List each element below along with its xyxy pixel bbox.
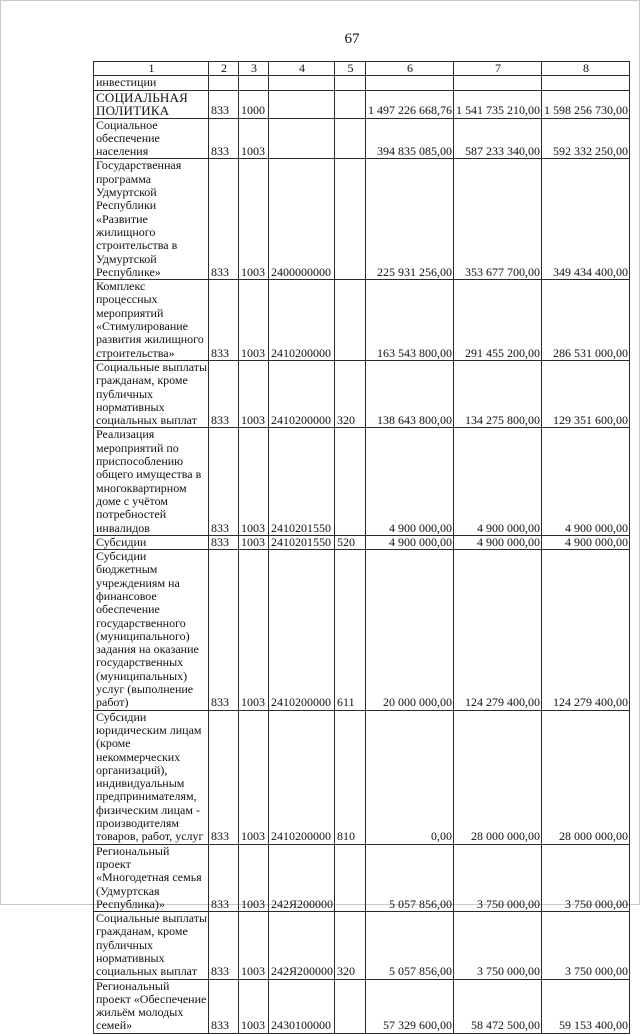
row-name: инвестиции [94,76,209,90]
cell-amount-7: 4 900 000,00 [454,428,542,535]
cell-target-code [269,90,335,118]
cell-admin-code: 833 [209,280,239,361]
cell-amount-8: 4 900 000,00 [542,428,630,535]
cell-amount-7: 1 541 735 210,00 [454,90,542,118]
cell-admin-code: 833 [209,550,239,711]
header-col-8: 8 [542,62,630,76]
cell-target-code [269,76,335,90]
row-name: Региональный проект «Обеспечение жильём молодых семей» [94,979,209,1033]
cell-amount-7: 28 000 000,00 [454,710,542,844]
cell-amount-8: 592 332 250,00 [542,118,630,159]
table-row [94,979,630,1033]
cell-admin-code: 833 [209,844,239,911]
cell-amount-8: 286 531 000,00 [542,280,630,361]
cell-target-code: 2410200000 [269,710,335,844]
cell-admin-code: 833 [209,710,239,844]
cell-expense-type [335,76,366,90]
budget-table [93,61,630,1034]
header-col-6: 6 [366,62,454,76]
cell-admin-code: 833 [209,428,239,535]
row-name: Субсидии бюджетным учреждениям на финансовое обеспечение государственного (муниципального) задания на оказание государственных (муниципальных) услуг (выполнение работ) [94,550,209,711]
cell-admin-code [209,76,239,90]
cell-target-code: 2410200000 [269,360,335,427]
cell-amount-6: 57 329 600,00 [366,979,454,1033]
cell-amount-6: 394 835 085,00 [366,118,454,159]
cell-amount-6: 163 543 800,00 [366,280,454,361]
cell-amount-8: 124 279 400,00 [542,550,630,711]
cell-expense-type: 810 [335,710,366,844]
cell-expense-type [335,428,366,535]
cell-target-code: 2410200000 [269,550,335,711]
cell-target-code: 2410201550 [269,535,335,549]
cell-amount-6: 4 900 000,00 [366,535,454,549]
table-row [94,535,630,549]
cell-section-code: 1003 [239,979,269,1033]
cell-amount-6: 5 057 856,00 [366,912,454,979]
table-row [94,118,630,159]
cell-expense-type: 320 [335,912,366,979]
cell-amount-8: 59 153 400,00 [542,979,630,1033]
cell-target-code [269,118,335,159]
cell-amount-7: 58 472 500,00 [454,979,542,1033]
cell-section-code: 1003 [239,118,269,159]
table-row [94,360,630,427]
cell-amount-7: 134 275 800,00 [454,360,542,427]
cell-section-code: 1003 [239,844,269,911]
cell-admin-code: 833 [209,979,239,1033]
cell-amount-6: 4 900 000,00 [366,428,454,535]
row-name: Региональный проект «Многодетная семья (Удмуртская Республика)» [94,844,209,911]
table-row [94,428,630,535]
cell-section-code [239,76,269,90]
cell-section-code: 1003 [239,360,269,427]
cell-admin-code: 833 [209,912,239,979]
cell-expense-type: 520 [335,535,366,549]
page-number: 67 [344,31,360,47]
cell-admin-code: 833 [209,360,239,427]
cell-amount-7: 587 233 340,00 [454,118,542,159]
cell-amount-8: 3 750 000,00 [542,844,630,911]
cell-amount-7: 4 900 000,00 [454,535,542,549]
cell-expense-type [335,844,366,911]
header-col-1: 1 [94,62,209,76]
cell-amount-8: 129 351 600,00 [542,360,630,427]
cell-expense-type [335,159,366,280]
table-row [94,912,630,979]
row-name: Социальное обеспечение населения [94,118,209,159]
row-name: Комплекс процессных мероприятий «Стимулирование развития жилищного строительства» [94,280,209,361]
cell-amount-8 [542,76,630,90]
cell-section-code: 1003 [239,159,269,280]
cell-section-code: 1003 [239,710,269,844]
cell-expense-type [335,118,366,159]
cell-amount-8: 28 000 000,00 [542,710,630,844]
row-name: Социальные выплаты гражданам, кроме публичных нормативных социальных выплат [94,360,209,427]
cell-amount-8: 3 750 000,00 [542,912,630,979]
table-row [94,280,630,361]
cell-expense-type [335,90,366,118]
cell-amount-6: 225 931 256,00 [366,159,454,280]
cell-section-code: 1000 [239,90,269,118]
cell-section-code: 1003 [239,428,269,535]
cell-target-code: 2410200000 [269,280,335,361]
row-name: Субсидии юридическим лицам (кроме некоммерческих организаций), индивидуальным предпринимателям, физическим лицам - производителям товаров, работ, услуг [94,710,209,844]
cell-amount-8: 1 598 256 730,00 [542,90,630,118]
cell-admin-code: 833 [209,118,239,159]
cell-amount-6: 20 000 000,00 [366,550,454,711]
cell-amount-7: 291 455 200,00 [454,280,542,361]
cell-section-code: 1003 [239,912,269,979]
cell-target-code: 2430100000 [269,979,335,1033]
cell-amount-6 [366,76,454,90]
row-name: Субсидии [94,535,209,549]
cell-expense-type [335,979,366,1033]
cell-expense-type [335,280,366,361]
table-row [94,710,630,844]
row-name: Социальные выплаты гражданам, кроме публичных нормативных социальных выплат [94,912,209,979]
cell-amount-6: 1 497 226 668,76 [366,90,454,118]
cell-admin-code: 833 [209,90,239,118]
cell-section-code: 1003 [239,550,269,711]
header-col-5: 5 [335,62,366,76]
table-row [94,844,630,911]
cell-amount-6: 0,00 [366,710,454,844]
cell-target-code: 242Я200000 [269,844,335,911]
table-header-row [94,62,630,76]
cell-amount-7: 353 677 700,00 [454,159,542,280]
cell-amount-7: 124 279 400,00 [454,550,542,711]
cell-target-code: 2400000000 [269,159,335,280]
cell-amount-8: 4 900 000,00 [542,535,630,549]
row-name: Государственная программа Удмуртской Республики «Развитие жилищного строительства в Удмуртской Республике» [94,159,209,280]
cell-section-code: 1003 [239,280,269,361]
cell-target-code: 242Я200000 [269,912,335,979]
cell-target-code: 2410201550 [269,428,335,535]
cell-amount-6: 138 643 800,00 [366,360,454,427]
header-col-4: 4 [269,62,335,76]
row-name: СОЦИАЛЬНАЯ ПОЛИТИКА [94,90,209,118]
cell-amount-7: 3 750 000,00 [454,912,542,979]
header-col-3: 3 [239,62,269,76]
cell-section-code: 1003 [239,535,269,549]
table-row [94,550,630,711]
cell-expense-type: 320 [335,360,366,427]
cell-admin-code: 833 [209,159,239,280]
cell-expense-type: 611 [335,550,366,711]
cell-amount-7: 3 750 000,00 [454,844,542,911]
cell-admin-code: 833 [209,535,239,549]
row-name: Реализация мероприятий по приспособлению общего имущества в многоквартирном доме с учётом потребностей инвалидов [94,428,209,535]
table-row [94,159,630,280]
header-col-7: 7 [454,62,542,76]
cell-amount-8: 349 434 400,00 [542,159,630,280]
table-row [94,90,630,118]
header-col-2: 2 [209,62,239,76]
cell-amount-6: 5 057 856,00 [366,844,454,911]
cell-amount-7 [454,76,542,90]
table-row [94,76,630,90]
